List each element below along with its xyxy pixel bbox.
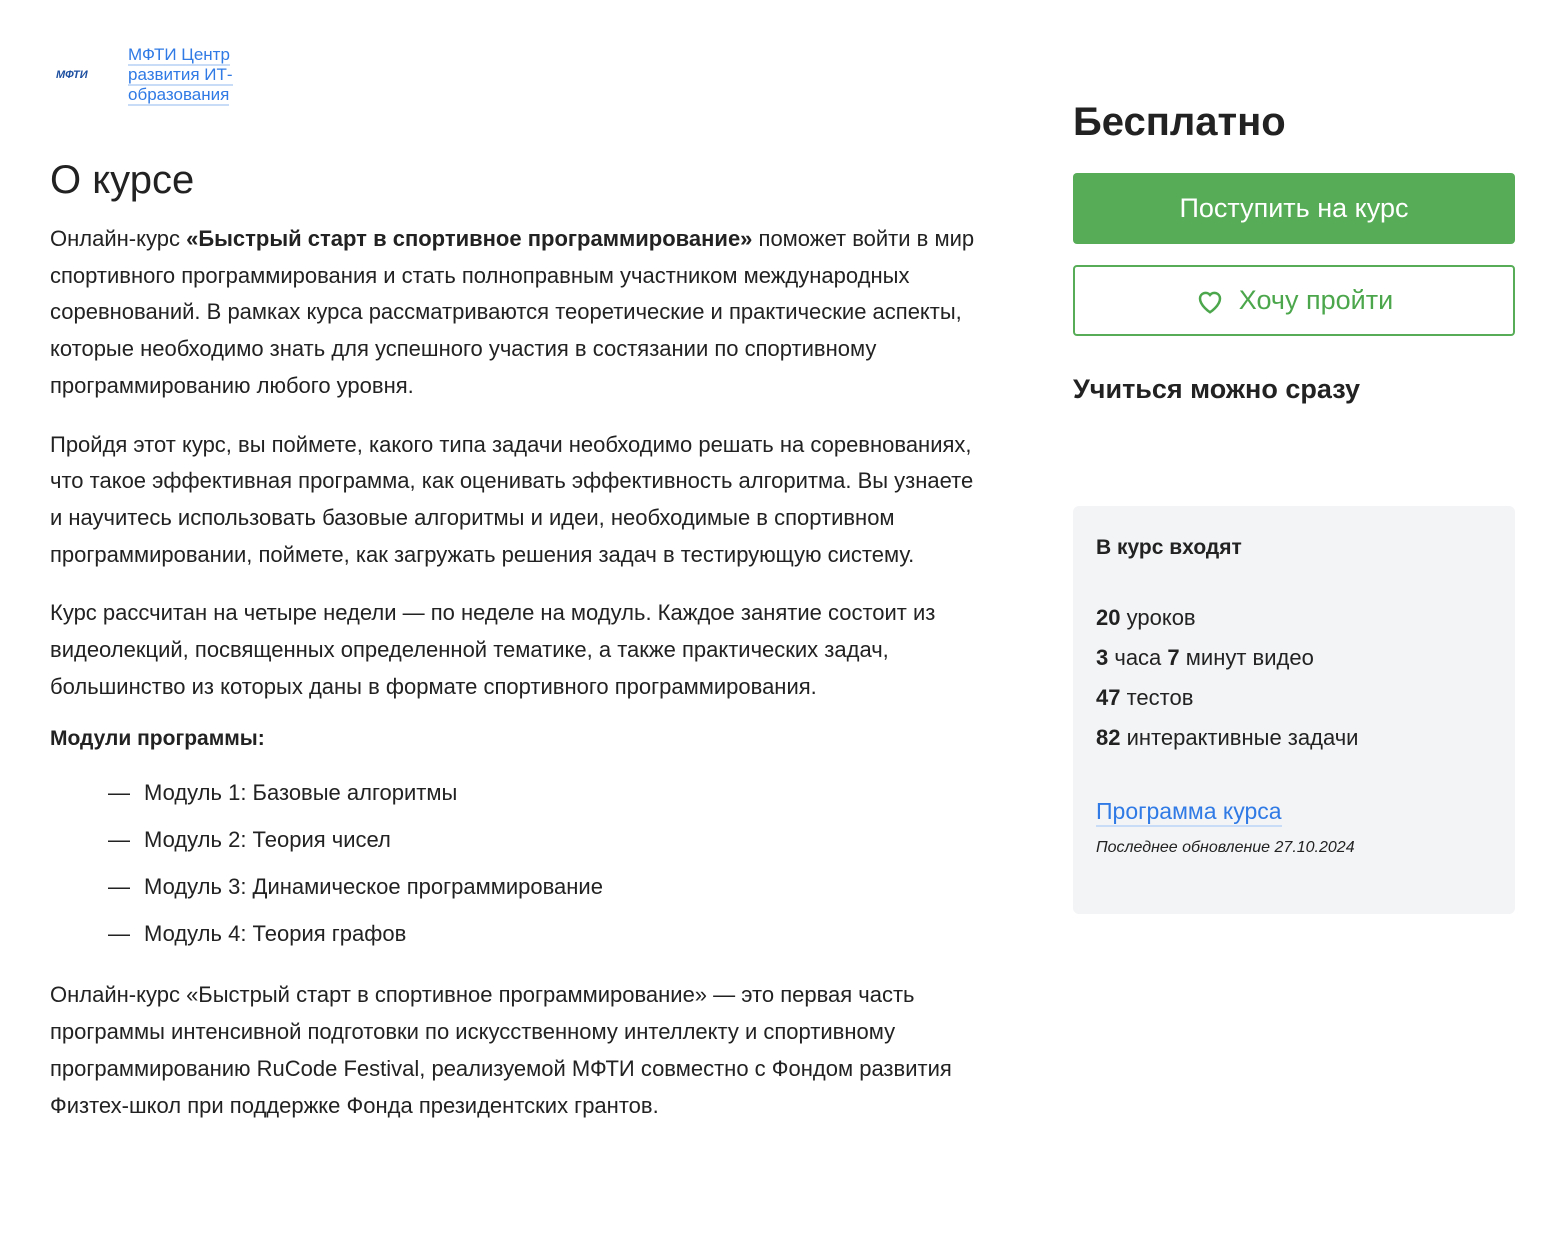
header-logo (56, 45, 248, 105)
modules-title: Модули программы: (50, 727, 265, 751)
include-item: 47 тестов (1096, 685, 1194, 710)
program-link[interactable]: Программа курса (1096, 798, 1282, 827)
include-item: 20 уроков (1096, 605, 1196, 630)
about-section (50, 158, 990, 1146)
module-item: — Модуль 2: Теория чисел (108, 816, 990, 863)
modules-list (108, 769, 990, 957)
heart-icon (1195, 287, 1225, 315)
about-paragraph: Онлайн-курс «Быстрый старт в спортивное программирование» — это первая часть программы интенсивной подготовки по искусственному интеллекту и спортивному программированию RuCode Festival, реализуемой МФТИ совместно с Фондом развития Физтех-школ при поддержке Фонда президентских грантов. (50, 982, 952, 1118)
about-title: О курсе (50, 158, 195, 202)
module-item: — Модуль 1: Базовые алгоритмы (108, 769, 990, 816)
about-paragraph: Пройдя этот курс, вы поймете, какого типа задачи необходимо решать на соревнованиях, что такое эффективная программа, как оценивать эффективность алгоритма. Вы узнаете и научитесь использовать базовые алгоритмы и идеи, необходимые в спортивном программировании, поймете, как загружать решения задач в тестирующую систему. (50, 431, 974, 567)
module-item: — Модуль 3: Динамическое программирование (108, 863, 990, 910)
course-includes-box (1073, 506, 1515, 914)
includes-title: В курс входят (1096, 536, 1242, 559)
sidebar (1073, 100, 1515, 405)
last-update: Последнее обновление 27.10.2024 (1096, 839, 1355, 856)
enroll-button[interactable]: Поступить на курс (1073, 173, 1515, 244)
include-item: 3 часа 7 минут видео (1096, 645, 1314, 670)
learn-now-label: Учиться можно сразу (1073, 374, 1360, 404)
price: Бесплатно (1073, 100, 1286, 144)
wishlist-button[interactable]: Хочу пройти (1073, 265, 1515, 336)
about-paragraph: Курс рассчитан на четыре недели — по неделе на модуль. Каждое занятие состоит из видеолекций, посвященных определенной тематике, а также практических задач, большинство из которых даны в формате спортивного программирования. (50, 600, 936, 699)
org-link[interactable]: МФТИ Центр развития ИТ-образования (128, 45, 233, 104)
about-paragraph: Онлайн-курс «Быстрый старт в спортивное программирование» поможет войти в мир спортивного программирования и стать полноправным участником международных соревнований. В рамках курса рассматриваются теоретические и практические аспекты, которые необходимо знать для успешного участия в состязании по спортивному программированию любого уровня. (50, 226, 975, 398)
include-item: 82 интерактивные задачи (1096, 725, 1359, 750)
mipt-logo[interactable]: МФТИ (56, 69, 88, 81)
module-item: — Модуль 4: Теория графов (108, 910, 990, 957)
